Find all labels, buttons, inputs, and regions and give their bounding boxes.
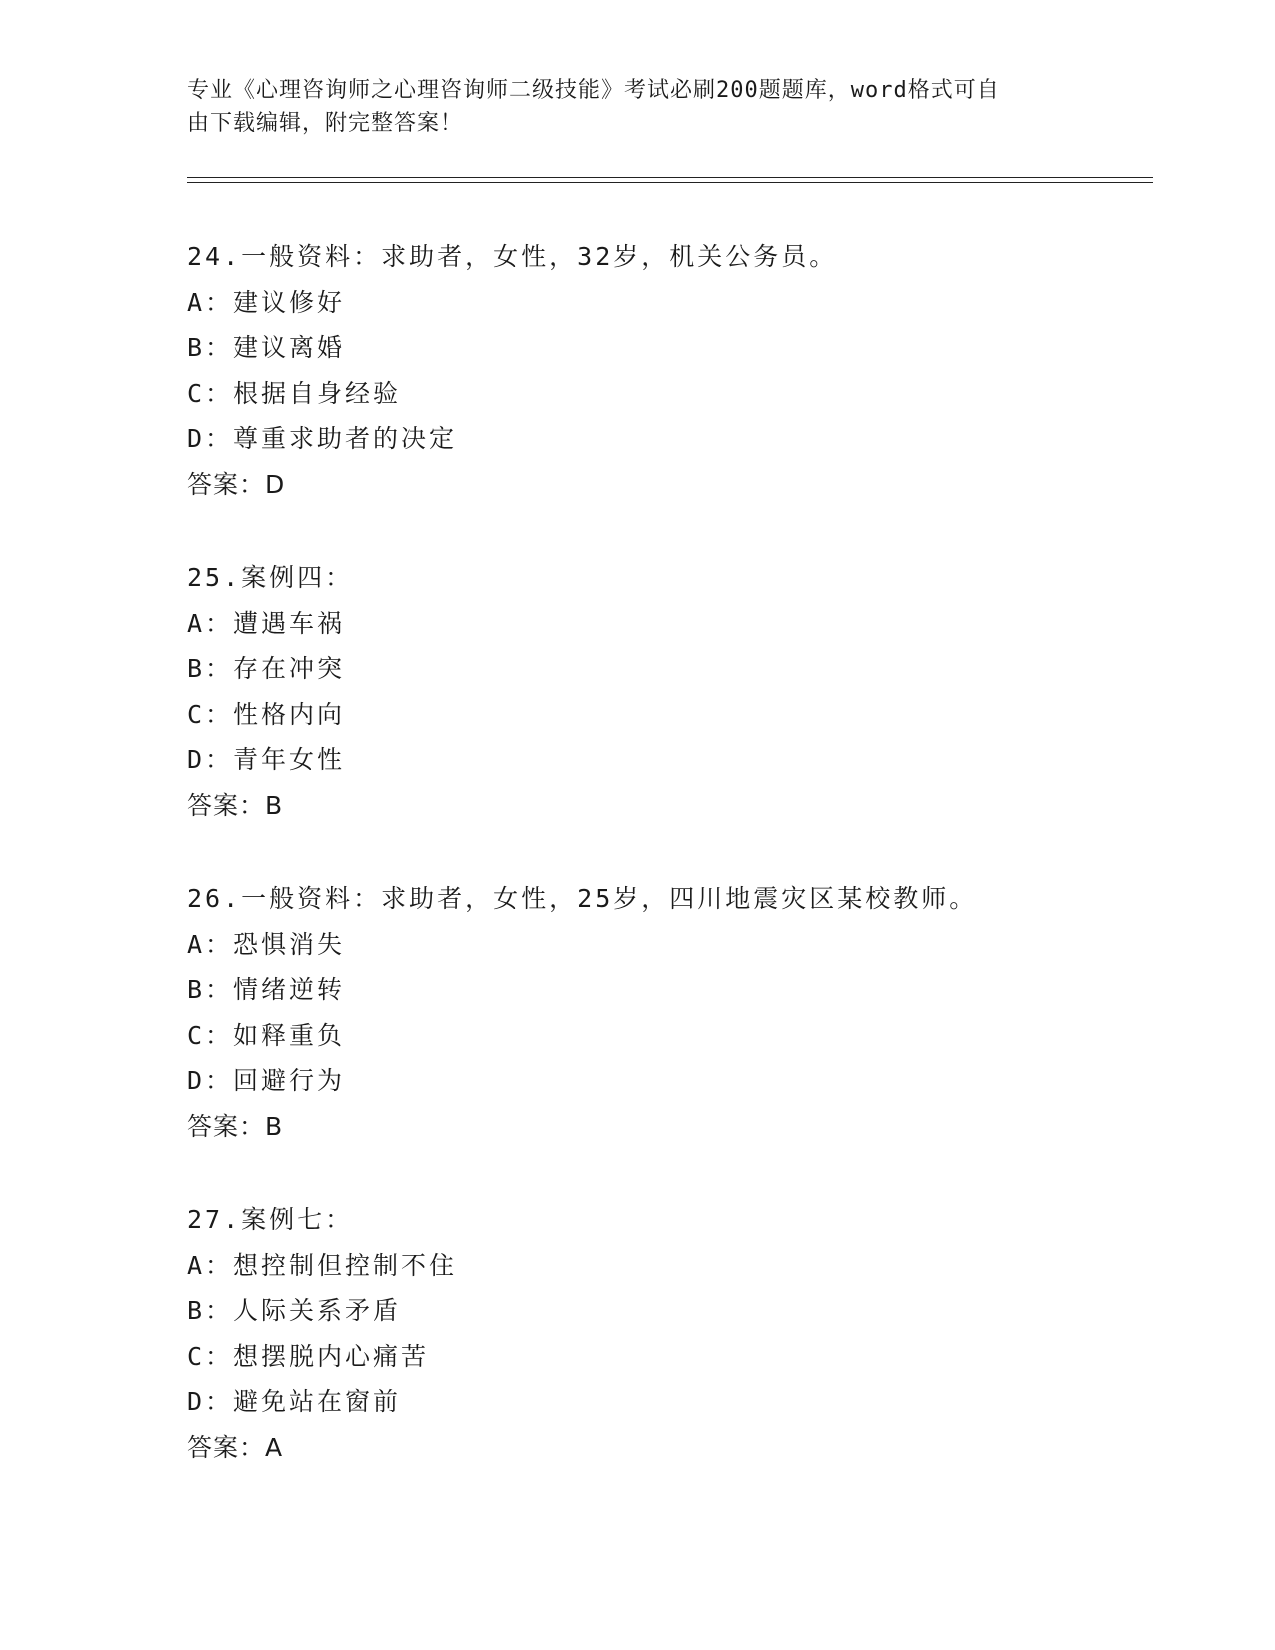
question-25 <box>187 555 1147 828</box>
option-c: C：想摆脱内心痛苦 <box>187 1341 430 1371</box>
answer-line: 答案：B <box>187 790 284 820</box>
option-c: C：如释重负 <box>187 1020 346 1050</box>
header-divider-bottom <box>187 182 1153 183</box>
header-line-2: 由下载编辑，附完整答案！ <box>187 111 464 136</box>
question-stem: 24.一般资料：求助者，女性，32岁，机关公务员。 <box>187 242 838 271</box>
question-stem: 27.案例七： <box>187 1205 354 1234</box>
option-b: B：人际关系矛盾 <box>187 1296 402 1325</box>
question-stem: 25.案例四： <box>187 563 354 592</box>
option-d: D：回避行为 <box>187 1066 346 1095</box>
option-b: B：情绪逆转 <box>187 975 346 1004</box>
option-d: D：青年女性 <box>187 745 346 774</box>
question-list <box>187 234 1147 1518</box>
answer-line: 答案：D <box>187 469 286 499</box>
option-c: C：根据自身经验 <box>187 378 402 408</box>
option-a: A：恐惧消失 <box>187 929 346 959</box>
option-c: C：性格内向 <box>187 699 346 729</box>
answer-line: 答案：B <box>187 1111 284 1141</box>
option-a: A：遭遇车祸 <box>187 608 346 638</box>
option-b: B：建议离婚 <box>187 333 346 362</box>
option-d: D：尊重求助者的决定 <box>187 424 458 453</box>
header-line-1: 专业《心理咨询师之心理咨询师二级技能》考试必刷200题题库，word格式可自 <box>187 78 1000 103</box>
option-d: D：避免站在窗前 <box>187 1387 402 1416</box>
header-divider-top <box>187 177 1153 178</box>
answer-line: 答案：A <box>187 1432 284 1462</box>
question-26 <box>187 876 1147 1149</box>
question-27 <box>187 1197 1147 1470</box>
document-header <box>187 74 1067 140</box>
question-24 <box>187 234 1147 507</box>
option-a: A：建议修好 <box>187 287 346 317</box>
option-a: A：想控制但控制不住 <box>187 1250 458 1280</box>
question-stem: 26.一般资料：求助者，女性，25岁，四川地震灾区某校教师。 <box>187 884 978 913</box>
option-b: B：存在冲突 <box>187 654 346 683</box>
